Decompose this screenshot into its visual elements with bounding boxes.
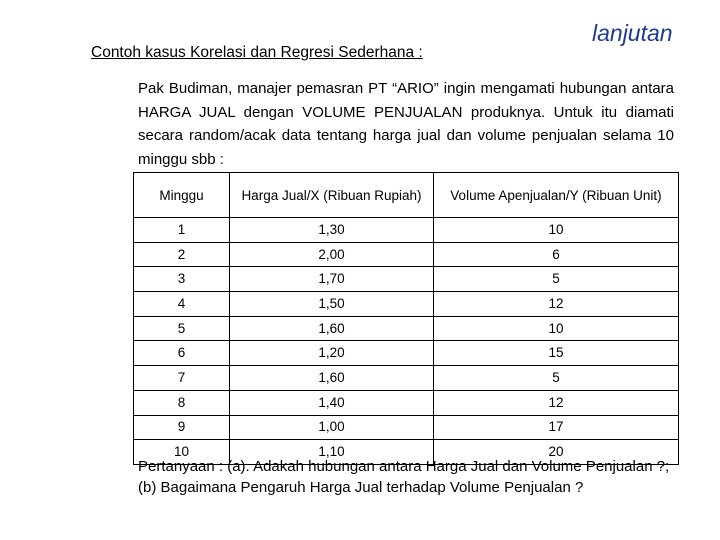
page-title: Contoh kasus Korelasi dan Regresi Sederhana :	[91, 44, 423, 61]
cell-volume: 5	[434, 267, 679, 292]
cell-harga: 1,10	[230, 440, 434, 465]
table-row	[134, 415, 679, 440]
cell-harga: 1,70	[230, 267, 434, 292]
cell-harga: 1,20	[230, 341, 434, 366]
table-row	[134, 366, 679, 391]
cell-harga: 2,00	[230, 242, 434, 267]
cell-minggu: 5	[134, 316, 230, 341]
cell-minggu: 4	[134, 292, 230, 317]
cell-minggu: 10	[134, 440, 230, 465]
cell-harga: 1,40	[230, 390, 434, 415]
table-row	[134, 316, 679, 341]
question-paragraph: Pertanyaan : (a). Adakah hubungan antara Harga Jual dan Volume Penjualan ?; (b) Bagaimana Pengaruh Harga Jual terhadap Volume Penjualan ?	[138, 458, 670, 496]
cell-minggu: 1	[134, 218, 230, 243]
cell-volume: 12	[434, 292, 679, 317]
cell-volume: 10	[434, 316, 679, 341]
table-row	[134, 242, 679, 267]
cell-harga: 1,60	[230, 366, 434, 391]
table-row	[134, 390, 679, 415]
cell-minggu: 2	[134, 242, 230, 267]
data-table	[133, 172, 679, 465]
cell-minggu: 8	[134, 390, 230, 415]
table-row	[134, 267, 679, 292]
cell-minggu: 9	[134, 415, 230, 440]
cell-volume: 17	[434, 415, 679, 440]
cell-volume: 5	[434, 366, 679, 391]
table-row	[134, 341, 679, 366]
cell-volume: 20	[434, 440, 679, 465]
header-minggu: Minggu	[134, 173, 230, 218]
table-row	[134, 218, 679, 243]
cell-minggu: 3	[134, 267, 230, 292]
cell-volume: 10	[434, 218, 679, 243]
continuation-label: lanjutan	[592, 20, 673, 46]
cell-harga: 1,30	[230, 218, 434, 243]
header-volume-penjualan: Volume Apenjualan/Y (Ribuan Unit)	[434, 173, 679, 218]
cell-volume: 12	[434, 390, 679, 415]
cell-volume: 6	[434, 242, 679, 267]
cell-harga: 1,00	[230, 415, 434, 440]
table-row	[134, 292, 679, 317]
cell-minggu: 6	[134, 341, 230, 366]
table-header-row	[134, 173, 679, 218]
intro-paragraph: Pak Budiman, manajer pemasran PT “ARIO” ingin mengamati hubungan antara HARGA JUAL dengan VOLUME PENJUALAN produknya. Untuk itu diamati secara random/acak data tentang harga jual dan volume penjualan selama 10 minggu sbb :	[138, 80, 674, 168]
cell-minggu: 7	[134, 366, 230, 391]
header-harga-jual: Harga Jual/X (Ribuan Rupiah)	[230, 173, 434, 218]
cell-volume: 15	[434, 341, 679, 366]
cell-harga: 1,60	[230, 316, 434, 341]
cell-harga: 1,50	[230, 292, 434, 317]
